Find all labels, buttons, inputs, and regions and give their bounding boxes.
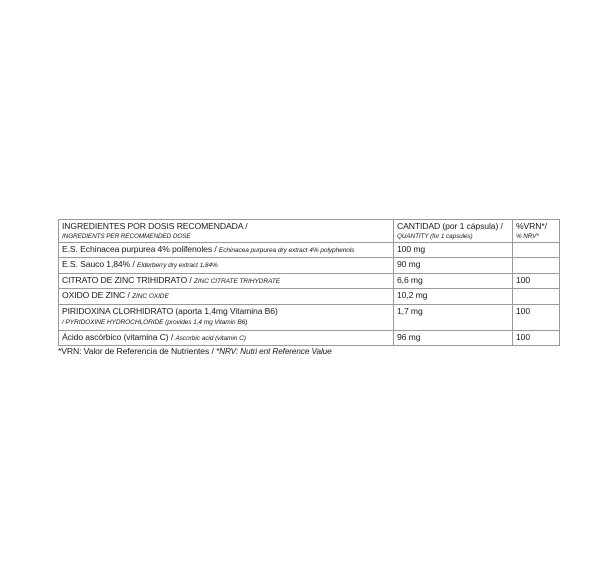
header-ingredients-es: INGREDIENTES POR DOSIS RECOMENDADA / [62, 221, 248, 231]
ingredient-name-en: Elderberry dry extract 1,84% [137, 262, 218, 269]
ingredient-name-en: / PYRIDOXINE HYDROCHLORIDE (provides 1,4 mg Vitamin B6) [62, 319, 248, 326]
ingredient-name-es: E.S. Echinacea purpurea 4% polifenoles / [62, 243, 219, 254]
header-quantity [394, 220, 513, 243]
ingredient-name-es: Ácido ascórbico (vitamina C) / [62, 331, 176, 342]
header-nrv-en: % NRV* [516, 232, 539, 240]
ingredient-name-es: CITRATO DE ZINC TRIHIDRATO / [62, 274, 194, 285]
header-nrv-es: %VRN*/ [516, 221, 547, 231]
header-nrv [513, 220, 560, 243]
ingredient-name-en: Ascorbic acid (vitamin C) [175, 334, 246, 342]
ingredient-name-en: Echinacea purpurea dry extract 4% polyphenols [218, 246, 355, 254]
ingredient-quantity: 6,6 mg [394, 273, 513, 289]
ingredient-quantity: 10,2 mg [394, 289, 513, 305]
table-header-row [59, 220, 560, 243]
table-row [59, 273, 560, 289]
header-ingredients [59, 220, 394, 243]
ingredient-name [59, 242, 394, 258]
header-quantity-en: QUANTITY (for 1 capsules) [397, 232, 473, 240]
table-row [59, 330, 560, 346]
ingredient-nrv [513, 242, 560, 258]
nutrition-table [58, 219, 560, 346]
ingredient-quantity: 1,7 mg [394, 304, 513, 330]
table-row [59, 242, 560, 258]
table-row [59, 304, 560, 330]
ingredient-name [59, 258, 394, 274]
table-row [59, 258, 560, 274]
nutrition-table-container [58, 219, 559, 346]
footnote [58, 346, 332, 356]
ingredient-nrv: 100 [513, 330, 560, 346]
ingredient-name-es: E.S. Sauco 1,84% / [62, 259, 138, 269]
footnote-es: *VRN: Valor de Referencia de Nutrientes / [58, 346, 217, 356]
ingredient-quantity: 96 mg [394, 330, 513, 346]
ingredient-name-es: OXIDO DE ZINC / [62, 290, 133, 300]
ingredient-name [59, 289, 394, 305]
ingredient-name-es: PIRIDOXINA CLORHIDRATO (aporta 1,4mg Vitamina B6) [62, 305, 278, 316]
ingredient-quantity: 90 mg [394, 258, 513, 274]
ingredient-quantity: 100 mg [394, 242, 513, 258]
ingredient-name [59, 273, 394, 289]
ingredient-name-en: ZINC CITRATE TRIHYDRATE [193, 277, 281, 285]
header-quantity-es: CANTIDAD (por 1 cápsula) / [397, 221, 503, 231]
ingredient-nrv [513, 289, 560, 305]
footnote-en: *NRV: Nutri ent Reference Value [216, 347, 332, 356]
ingredient-name [59, 330, 394, 346]
ingredient-name [59, 304, 394, 330]
table-row [59, 289, 560, 305]
ingredient-name-en: ZINC OXIDE [132, 293, 169, 300]
ingredient-nrv [513, 258, 560, 274]
header-ingredients-en: INGREDIENTS PER RECOMMENDED DOSE [62, 232, 191, 240]
ingredient-nrv: 100 [513, 273, 560, 289]
ingredient-nrv: 100 [513, 304, 560, 330]
